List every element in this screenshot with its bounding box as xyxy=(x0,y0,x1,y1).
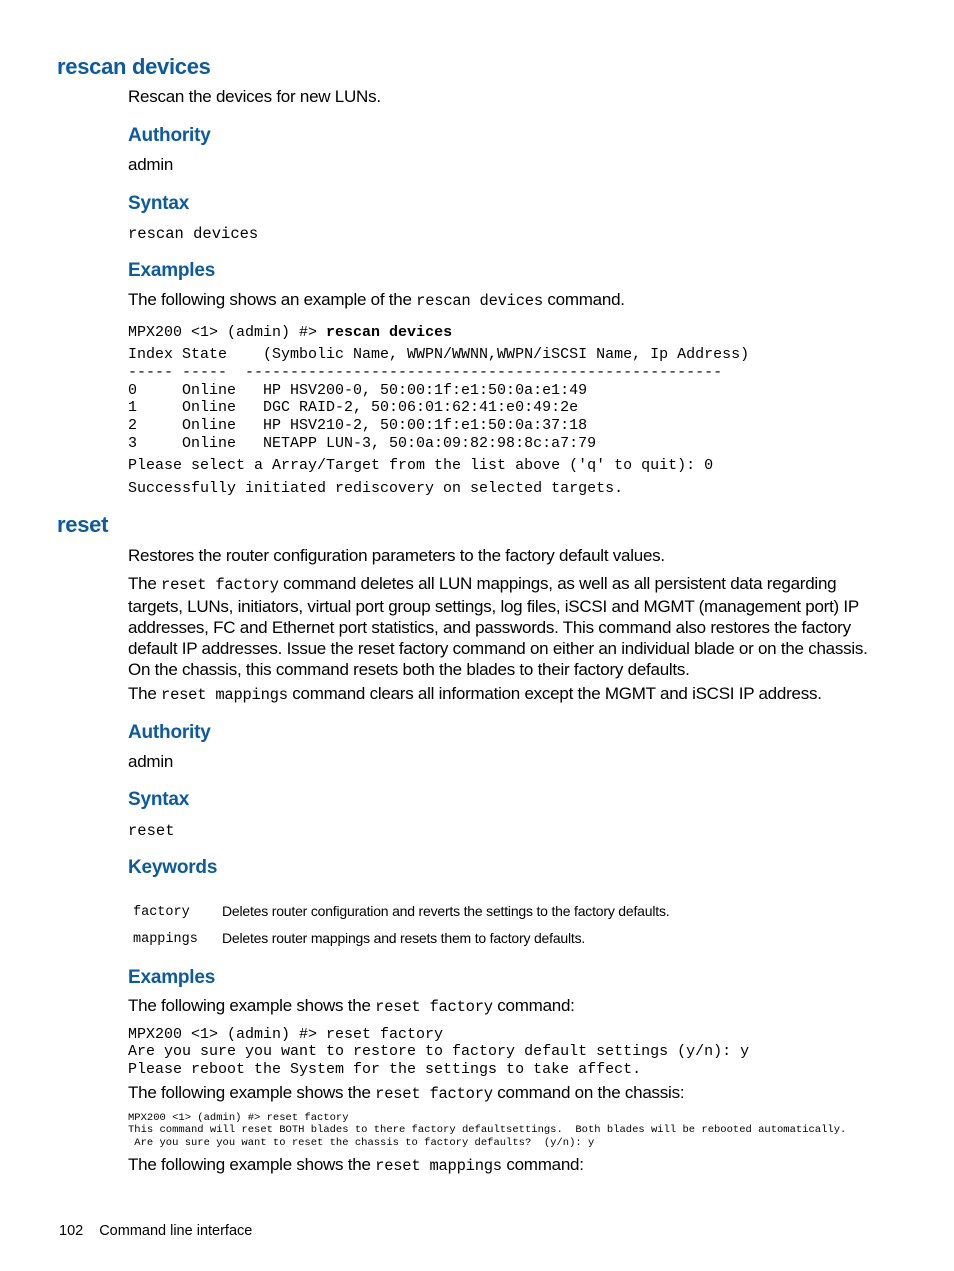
rescan-authority-value: admin xyxy=(128,155,174,174)
code-line-header: Index State (Symbolic Name, WWPN/WWNN,WWPN/iSCSI Name, Ip Address) xyxy=(128,346,750,363)
reset-keywords-heading: Keywords xyxy=(128,857,218,878)
inline-code: reset mappings xyxy=(161,686,288,704)
keyword-description: Deletes router mappings and resets them to factory defaults. xyxy=(222,930,586,946)
inline-code: reset factory xyxy=(375,1085,493,1103)
code-line: Please reboot the System for the settings to take affect. xyxy=(128,1061,642,1078)
rescan-examples-heading: Examples xyxy=(128,260,216,281)
reset-syntax-heading: Syntax xyxy=(128,789,190,810)
rescan-syntax-value: rescan devices xyxy=(128,225,259,243)
page-number: 102 xyxy=(59,1223,84,1239)
rescan-authority-heading: Authority xyxy=(128,125,211,146)
code-line-row: 3 Online NETAPP LUN-3, 50:0a:09:82:98:8c:a7:79 xyxy=(128,435,597,452)
reset-example-1-intro: The following example shows the reset factory command: xyxy=(128,996,575,1016)
inline-code: reset mappings xyxy=(375,1157,502,1175)
reset-examples-heading: Examples xyxy=(128,967,216,988)
reset-syntax-value: reset xyxy=(128,822,175,840)
footer-section: Command line interface xyxy=(99,1223,253,1239)
keyword-term: mappings xyxy=(133,932,198,947)
code-line-select: Please select a Array/Target from the list above ('q' to quit): 0 xyxy=(128,457,714,474)
rescan-syntax-heading: Syntax xyxy=(128,193,190,214)
reset-example-3-intro: The following example shows the reset mappings command: xyxy=(128,1155,584,1175)
code-line: This command will reset BOTH blades to there factory defaultsettings. Both blades will be rebooted automatically. xyxy=(128,1124,847,1136)
keyword-term: factory xyxy=(133,905,190,920)
code-line: MPX200 <1> (admin) #> reset factory xyxy=(128,1026,444,1043)
reset-description: Restores the router configuration parameters to the factory default values. xyxy=(128,546,665,565)
code-line-row: 0 Online HP HSV200-0, 50:00:1f:e1:50:0a:e1:49 xyxy=(128,382,588,399)
rescan-description: Rescan the devices for new LUNs. xyxy=(128,87,381,106)
code-line-row: 2 Online HP HSV210-2, 50:00:1f:e1:50:0a:37:18 xyxy=(128,417,588,434)
code-line-row: 1 Online DGC RAID-2, 50:06:01:62:41:e0:49:2e xyxy=(128,399,579,416)
code-line: Are you sure you want to restore to factory default settings (y/n): y xyxy=(128,1043,750,1060)
code-line-prompt: MPX200 <1> (admin) #> rescan devices xyxy=(128,324,453,341)
section-title-reset: reset xyxy=(57,512,109,537)
inline-code: rescan devices xyxy=(416,292,543,310)
inline-code: reset factory xyxy=(161,576,279,594)
section-title-rescan-devices: rescan devices xyxy=(57,54,211,79)
reset-authority-value: admin xyxy=(128,752,174,771)
code-line: Are you sure you want to reset the chassis to factory defaults? (y/n): y xyxy=(128,1137,595,1149)
code-line-success: Successfully initiated rediscovery on selected targets. xyxy=(128,480,624,497)
code-line-divider: ----- ----- ----------------------------------------------------- xyxy=(128,364,723,381)
reset-paragraph-1: The reset factory command deletes all LUN mappings, as well as all persistent data regarding targets, LUNs, initiators, virtual port group settings, log files, iSCSI and MGMT (management port) IP addresses, FC and Ethernet port statistics, and passwords. This command also restores the factory default IP addresses. Issue the reset factory command on either an individual blade or on the chassis. On the chassis, this command resets both the blades to their factory defaults. xyxy=(128,574,868,679)
page-footer xyxy=(59,1223,252,1239)
reset-authority-heading: Authority xyxy=(128,722,211,743)
reset-paragraph-2: The reset mappings command clears all information except the MGMT and iSCSI IP address. xyxy=(128,684,822,704)
keyword-description: Deletes router configuration and reverts the settings to the factory defaults. xyxy=(222,903,670,919)
inline-code: reset factory xyxy=(375,998,493,1016)
code-line: MPX200 <1> (admin) #> reset factory xyxy=(128,1112,349,1124)
reset-example-2-intro: The following example shows the reset factory command on the chassis: xyxy=(128,1083,685,1103)
rescan-example-intro: The following shows an example of the rescan devices command. xyxy=(128,290,625,310)
